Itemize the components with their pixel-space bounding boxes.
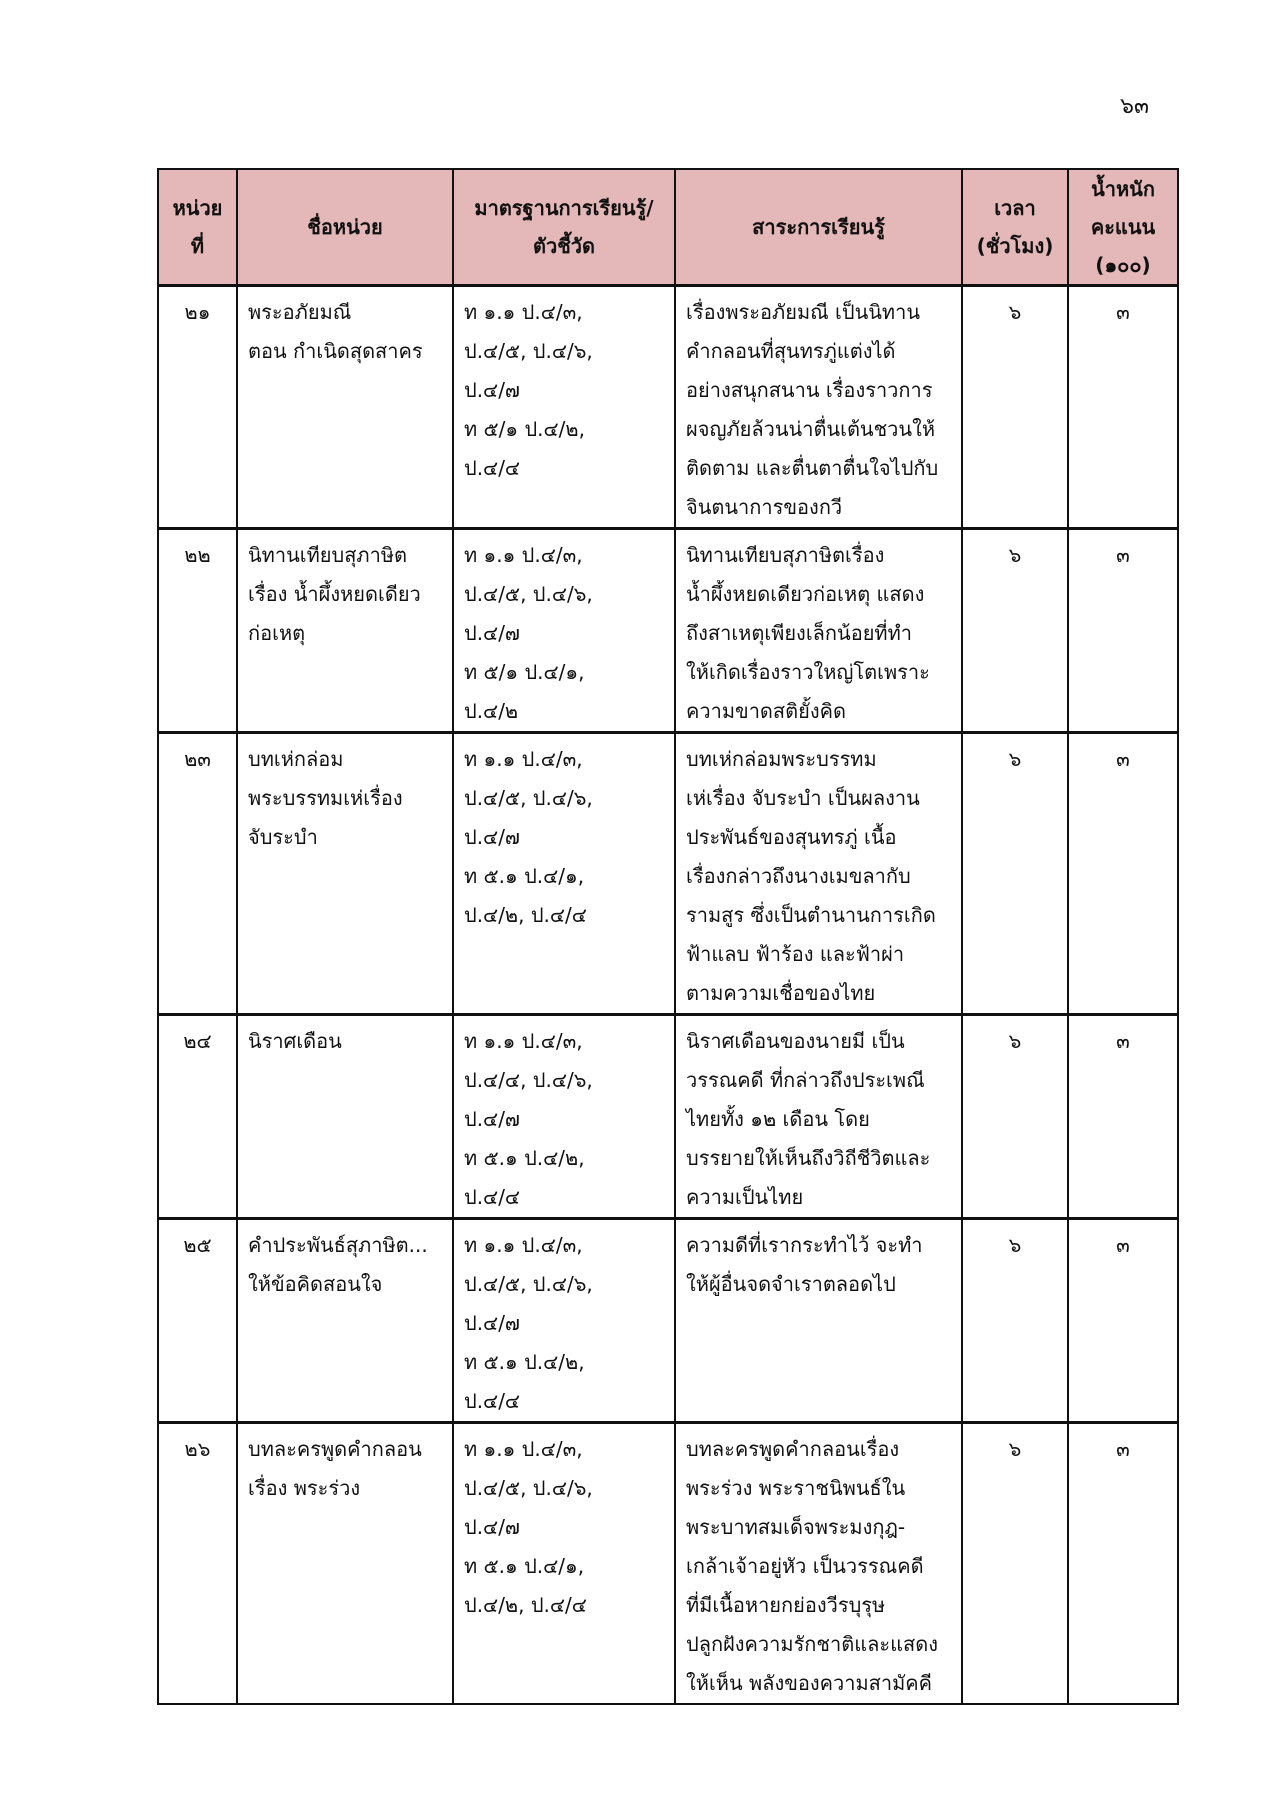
text-line: เรื่องพระอภัยมณี เป็นนิทาน — [686, 300, 920, 324]
text-line: ป.๔/๗ — [464, 621, 520, 645]
text-line: ให้เกิดเรื่องราวใหญ่โตเพราะ — [686, 660, 930, 684]
unit-name-cell — [237, 286, 453, 529]
standards-cell — [453, 286, 675, 529]
header-standards — [453, 169, 675, 286]
text-line: ท ๑.๑ ป.๔/๓, — [464, 543, 583, 567]
page-number: ๖๓ — [1120, 94, 1150, 119]
text-line: ท ๕/๑ ป.๔/๒, — [464, 417, 585, 441]
text-line: ท ๑.๑ ป.๔/๓, — [464, 1437, 583, 1461]
unit-name-cell — [237, 1423, 453, 1705]
header-unit-no — [158, 169, 237, 286]
content-cell — [675, 733, 962, 1015]
text-line: คำกลอนที่สุนทรภู่แต่งได้ — [686, 339, 896, 363]
header-content — [675, 169, 962, 286]
text-line: ที่มีเนื้อหายกย่องวีรบุรุษ — [686, 1593, 886, 1617]
text-line: ป.๔/๔ — [464, 1389, 521, 1413]
time-cell: ๖ — [962, 286, 1068, 529]
text-line: ป.๔/๔, ป.๔/๖, — [464, 1068, 593, 1092]
header-unit-name — [237, 169, 453, 286]
unit-name-cell — [237, 733, 453, 1015]
text-line: ป.๔/๕, ป.๔/๖, — [464, 1476, 593, 1500]
text-line: ให้ข้อคิดสอนใจ — [248, 1272, 383, 1296]
text-line: (๑๐๐) — [1095, 253, 1151, 277]
text-line: ท ๑.๑ ป.๔/๓, — [464, 1029, 583, 1053]
time-cell: ๖ — [962, 1423, 1068, 1705]
standards-cell — [453, 1423, 675, 1705]
unit-no-cell: ๒๓ — [158, 733, 237, 1015]
text-line: เห่เรื่อง จับระบำ เป็นผลงาน — [686, 786, 920, 810]
text-line: ป.๔/๕, ป.๔/๖, — [464, 1272, 593, 1296]
table-row — [158, 1015, 1178, 1219]
unit-name-cell — [237, 1015, 453, 1219]
text-line: ผจญภัยล้วนน่าตื่นเต้นชวนให้ — [686, 417, 936, 441]
standards-cell — [453, 733, 675, 1015]
text-line: ฟ้าแลบ ฟ้าร้อง และฟ้าผ่า — [686, 942, 905, 966]
text-line: พระร่วง พระราชนิพนธ์ใน — [686, 1476, 906, 1500]
text-line: ท ๕.๑ ป.๔/๑, — [464, 864, 585, 888]
weight-cell: ๓ — [1068, 1423, 1178, 1705]
text-line: บรรยายให้เห็นถึงวิถีชีวิตและ — [686, 1146, 931, 1170]
text-line: ถึงสาเหตุเพียงเล็กน้อยที่ทำ — [686, 621, 913, 645]
text-line: จับระบำ — [248, 825, 318, 849]
text-line: ป.๔/๒ — [464, 699, 519, 723]
text-line: ตัวชี้วัด — [532, 234, 595, 258]
text-line: ท ๕/๑ ป.๔/๑, — [464, 660, 585, 684]
text-line: เรื่อง น้ำผึ้งหยดเดียว — [248, 582, 421, 606]
text-line: ท ๕.๑ ป.๔/๒, — [464, 1146, 585, 1170]
weight-cell: ๓ — [1068, 286, 1178, 529]
weight-cell: ๓ — [1068, 1219, 1178, 1423]
text-line: รามสูร ซึ่งเป็นตำนานการเกิด — [686, 903, 936, 927]
text-line: พระบรรทมเห่เรื่อง — [248, 786, 403, 810]
text-line: ป.๔/๗ — [464, 1107, 520, 1131]
content-cell — [675, 1219, 962, 1423]
content-cell — [675, 286, 962, 529]
text-line: ป.๔/๕, ป.๔/๖, — [464, 339, 593, 363]
text-line: ท ๑.๑ ป.๔/๓, — [464, 1233, 583, 1257]
text-line: เวลา — [994, 196, 1036, 220]
weight-cell: ๓ — [1068, 733, 1178, 1015]
text-line: เรื่อง พระร่วง — [248, 1476, 361, 1500]
text-line: ท ๑.๑ ป.๔/๓, — [464, 747, 583, 771]
text-line: หน่วย — [172, 196, 223, 220]
time-cell: ๖ — [962, 733, 1068, 1015]
text-line: เรื่องกล่าวถึงนางเมขลากับ — [686, 864, 911, 888]
text-line: ป.๔/๕, ป.๔/๖, — [464, 582, 593, 606]
unit-no-cell: ๒๖ — [158, 1423, 237, 1705]
text-line: ความเป็นไทย — [686, 1185, 804, 1209]
text-line: น้ำหนัก — [1091, 177, 1155, 201]
text-line: ประพันธ์ของสุนทรภู่ เนื้อ — [686, 825, 897, 849]
text-line: พระอภัยมณี — [248, 300, 352, 324]
time-cell: ๖ — [962, 529, 1068, 733]
text-line: ไทยทั้ง ๑๒ เดือน โดย — [686, 1107, 870, 1131]
weight-cell: ๓ — [1068, 529, 1178, 733]
content-cell — [675, 1423, 962, 1705]
text-line: ป.๔/๒, ป.๔/๔ — [464, 903, 587, 927]
text-line: คะแนน — [1090, 215, 1156, 239]
standards-cell — [453, 1015, 675, 1219]
text-line: จินตนาการของกวี — [686, 495, 843, 519]
text-line: ความขาดสติยั้งคิด — [686, 699, 846, 723]
unit-name-cell — [237, 529, 453, 733]
text-line: ท ๕.๑ ป.๔/๑, — [464, 1554, 585, 1578]
text-line: (ชั่วโมง) — [976, 234, 1054, 258]
text-line: เกล้าเจ้าอยู่หัว เป็นวรรณคดี — [686, 1554, 924, 1578]
table-header-row — [158, 169, 1178, 286]
table-row — [158, 733, 1178, 1015]
text-line: ก่อเหตุ — [248, 621, 306, 645]
text-line: บทละครพูดคำกลอนเรื่อง — [686, 1437, 900, 1461]
standards-cell — [453, 1219, 675, 1423]
text-line: นิราศเดือน — [248, 1029, 342, 1053]
unit-name-cell — [237, 1219, 453, 1423]
time-cell: ๖ — [962, 1219, 1068, 1423]
header-weight — [1068, 169, 1178, 286]
text-line: ป.๔/๗ — [464, 1311, 520, 1335]
text-line: ป.๔/๗ — [464, 825, 520, 849]
unit-no-cell: ๒๑ — [158, 286, 237, 529]
table-row — [158, 1219, 1178, 1423]
text-line: ป.๔/๔ — [464, 456, 521, 480]
curriculum-table — [157, 168, 1179, 1705]
unit-no-cell: ๒๒ — [158, 529, 237, 733]
text-line: ท ๕.๑ ป.๔/๒, — [464, 1350, 585, 1374]
unit-no-cell: ๒๕ — [158, 1219, 237, 1423]
text-line: ตอน กำเนิดสุดสาคร — [248, 339, 423, 363]
text-line: ป.๔/๗ — [464, 378, 520, 402]
header-time — [962, 169, 1068, 286]
text-line: มาตรฐานการเรียนรู้/ — [474, 196, 654, 220]
text-line: บทเห่กล่อม — [248, 747, 344, 771]
text-line: นิทานเทียบสุภาษิตเรื่อง — [686, 543, 885, 567]
text-line: นิทานเทียบสุภาษิต — [248, 543, 407, 567]
text-line: ป.๔/๕, ป.๔/๖, — [464, 786, 593, 810]
text-line: ตามความเชื่อของไทย — [686, 981, 876, 1005]
table-row — [158, 286, 1178, 529]
table-row — [158, 529, 1178, 733]
text-line: ชื่อหน่วย — [307, 215, 383, 239]
text-line: วรรณคดี ที่กล่าวถึงประเพณี — [686, 1068, 925, 1092]
unit-no-cell: ๒๔ — [158, 1015, 237, 1219]
text-line: คำประพันธ์สุภาษิต... — [248, 1233, 428, 1257]
text-line: ป.๔/๒, ป.๔/๔ — [464, 1593, 587, 1617]
time-cell: ๖ — [962, 1015, 1068, 1219]
text-line: ปลูกฝังความรักชาติและแสดง — [686, 1632, 938, 1656]
text-line: ป.๔/๔ — [464, 1185, 521, 1209]
text-line: พระบาทสมเด็จพระมงกุฎ- — [686, 1515, 906, 1539]
text-line: บทเห่กล่อมพระบรรทม — [686, 747, 877, 771]
content-cell — [675, 529, 962, 733]
text-line: นิราศเดือนของนายมี เป็น — [686, 1029, 905, 1053]
text-line: บทละครพูดคำกลอน — [248, 1437, 422, 1461]
table-row — [158, 1423, 1178, 1705]
text-line: ให้เห็น พลังของความสามัคคี — [686, 1671, 933, 1695]
text-line: ให้ผู้อื่นจดจำเราตลอดไป — [686, 1272, 896, 1296]
text-line: สาระการเรียนรู้ — [752, 215, 885, 239]
text-line: ความดีที่เรากระทำไว้ จะทำ — [686, 1233, 923, 1257]
text-line: ติดตาม และตื่นตาตื่นใจไปกับ — [686, 456, 939, 480]
text-line: ป.๔/๗ — [464, 1515, 520, 1539]
text-line: ที่ — [190, 234, 205, 258]
text-line: น้ำผึ้งหยดเดียวก่อเหตุ แสดง — [686, 582, 925, 606]
weight-cell: ๓ — [1068, 1015, 1178, 1219]
standards-cell — [453, 529, 675, 733]
text-line: อย่างสนุกสนาน เรื่องราวการ — [686, 378, 933, 402]
text-line: ท ๑.๑ ป.๔/๓, — [464, 300, 583, 324]
content-cell — [675, 1015, 962, 1219]
